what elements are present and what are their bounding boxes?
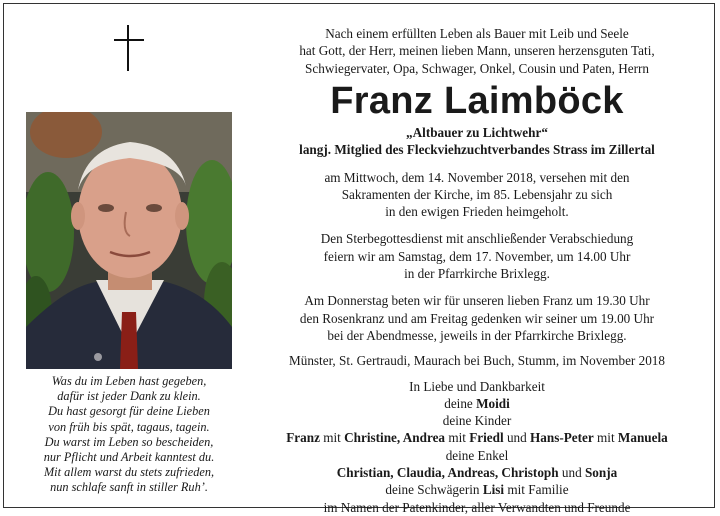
death-notice: am Mittwoch, dem 14. November 2018, versehen mit den Sakramenten der Kirche, im 85. Lebensjahr zu sich in den ewigen Frieden heimgeholt. — [324, 169, 630, 220]
poem-line: Du warst im Leben so bescheiden, — [44, 434, 214, 449]
intro-paragraph: Nach einem erfüllten Leben als Bauer mit Leib und Seele hat Gott, der Herr, meinen lieben Mann, unseren herzensguten Tati, Schwiegervater, Opa, Schwager, Onkel, Cousin und Paten, Herrn — [299, 26, 655, 76]
poem-line: nur Pflicht und Arbeit kanntest du. — [43, 450, 215, 465]
latin-cross-icon — [114, 25, 144, 71]
notice-text — [252, 25, 702, 516]
poem-line: Mit allem warst du stets zufrieden, — [43, 465, 215, 480]
children-line: Franz mit Christine, Andrea mit Friedl und Hans-Peter mit Manuela — [286, 430, 668, 446]
poem-line: nun schlafe sanft in stiller Ruh’. — [50, 480, 208, 495]
rosary-info: Am Donnerstag beten wir für unseren lieben Franz um 19.30 Uhr den Rosenkranz und am Freitag gedenken wir seiner um 19.00 Uhr bei der Abendmesse, jeweils in der Pfarrkirche Brixlegg. — [299, 293, 655, 343]
grandchildren-line: Christian, Claudia, Andreas, Christoph und Sonja — [336, 465, 618, 481]
place-date: Münster, St. Gertraudi, Maurach bei Buch, Stumm, im November 2018 — [289, 353, 665, 369]
membership: langj. Mitglied des Fleckviehzuchtverbandes Strass im Zillertal — [299, 142, 655, 158]
portrait-photo — [26, 112, 232, 369]
poem-line: Was du im Leben hast gegeben, — [51, 374, 207, 388]
deceased-name: Franz Laimböck — [330, 80, 624, 122]
nickname: „Altbauer zu Lichtwehr“ — [406, 125, 548, 140]
mourners-list: In Liebe und Dankbarkeit deine Moidi deine Kinder Franz mit Christine, Andrea mit Friedl und Hans-Peter mit Manuela deine Enkel Christian, Claudia, Andreas, Christoph und Sonja deine Schwägerin Lisi mit Familie im Namen der Patenkinder, aller Verwandten und Freunde — [252, 378, 702, 516]
poem-line: von früh bis spät, tagaus, tagein. — [48, 419, 210, 434]
memorial-poem — [20, 374, 238, 496]
sister-in-law-line: deine Schwägerin Lisi mit Familie — [385, 482, 569, 498]
poem-line: dafür ist jeder Dank zu klein. — [57, 389, 201, 404]
funeral-service: Den Sterbegottesdienst mit anschließender Verabschiedung feiern wir am Samstag, dem 17. November, um 14.00 Uhr in der Pfarrkirche Brixlegg. — [320, 231, 634, 282]
wife-line: deine Moidi — [444, 395, 510, 411]
poem-line: Du hast gesorgt für deine Lieben — [48, 404, 210, 419]
